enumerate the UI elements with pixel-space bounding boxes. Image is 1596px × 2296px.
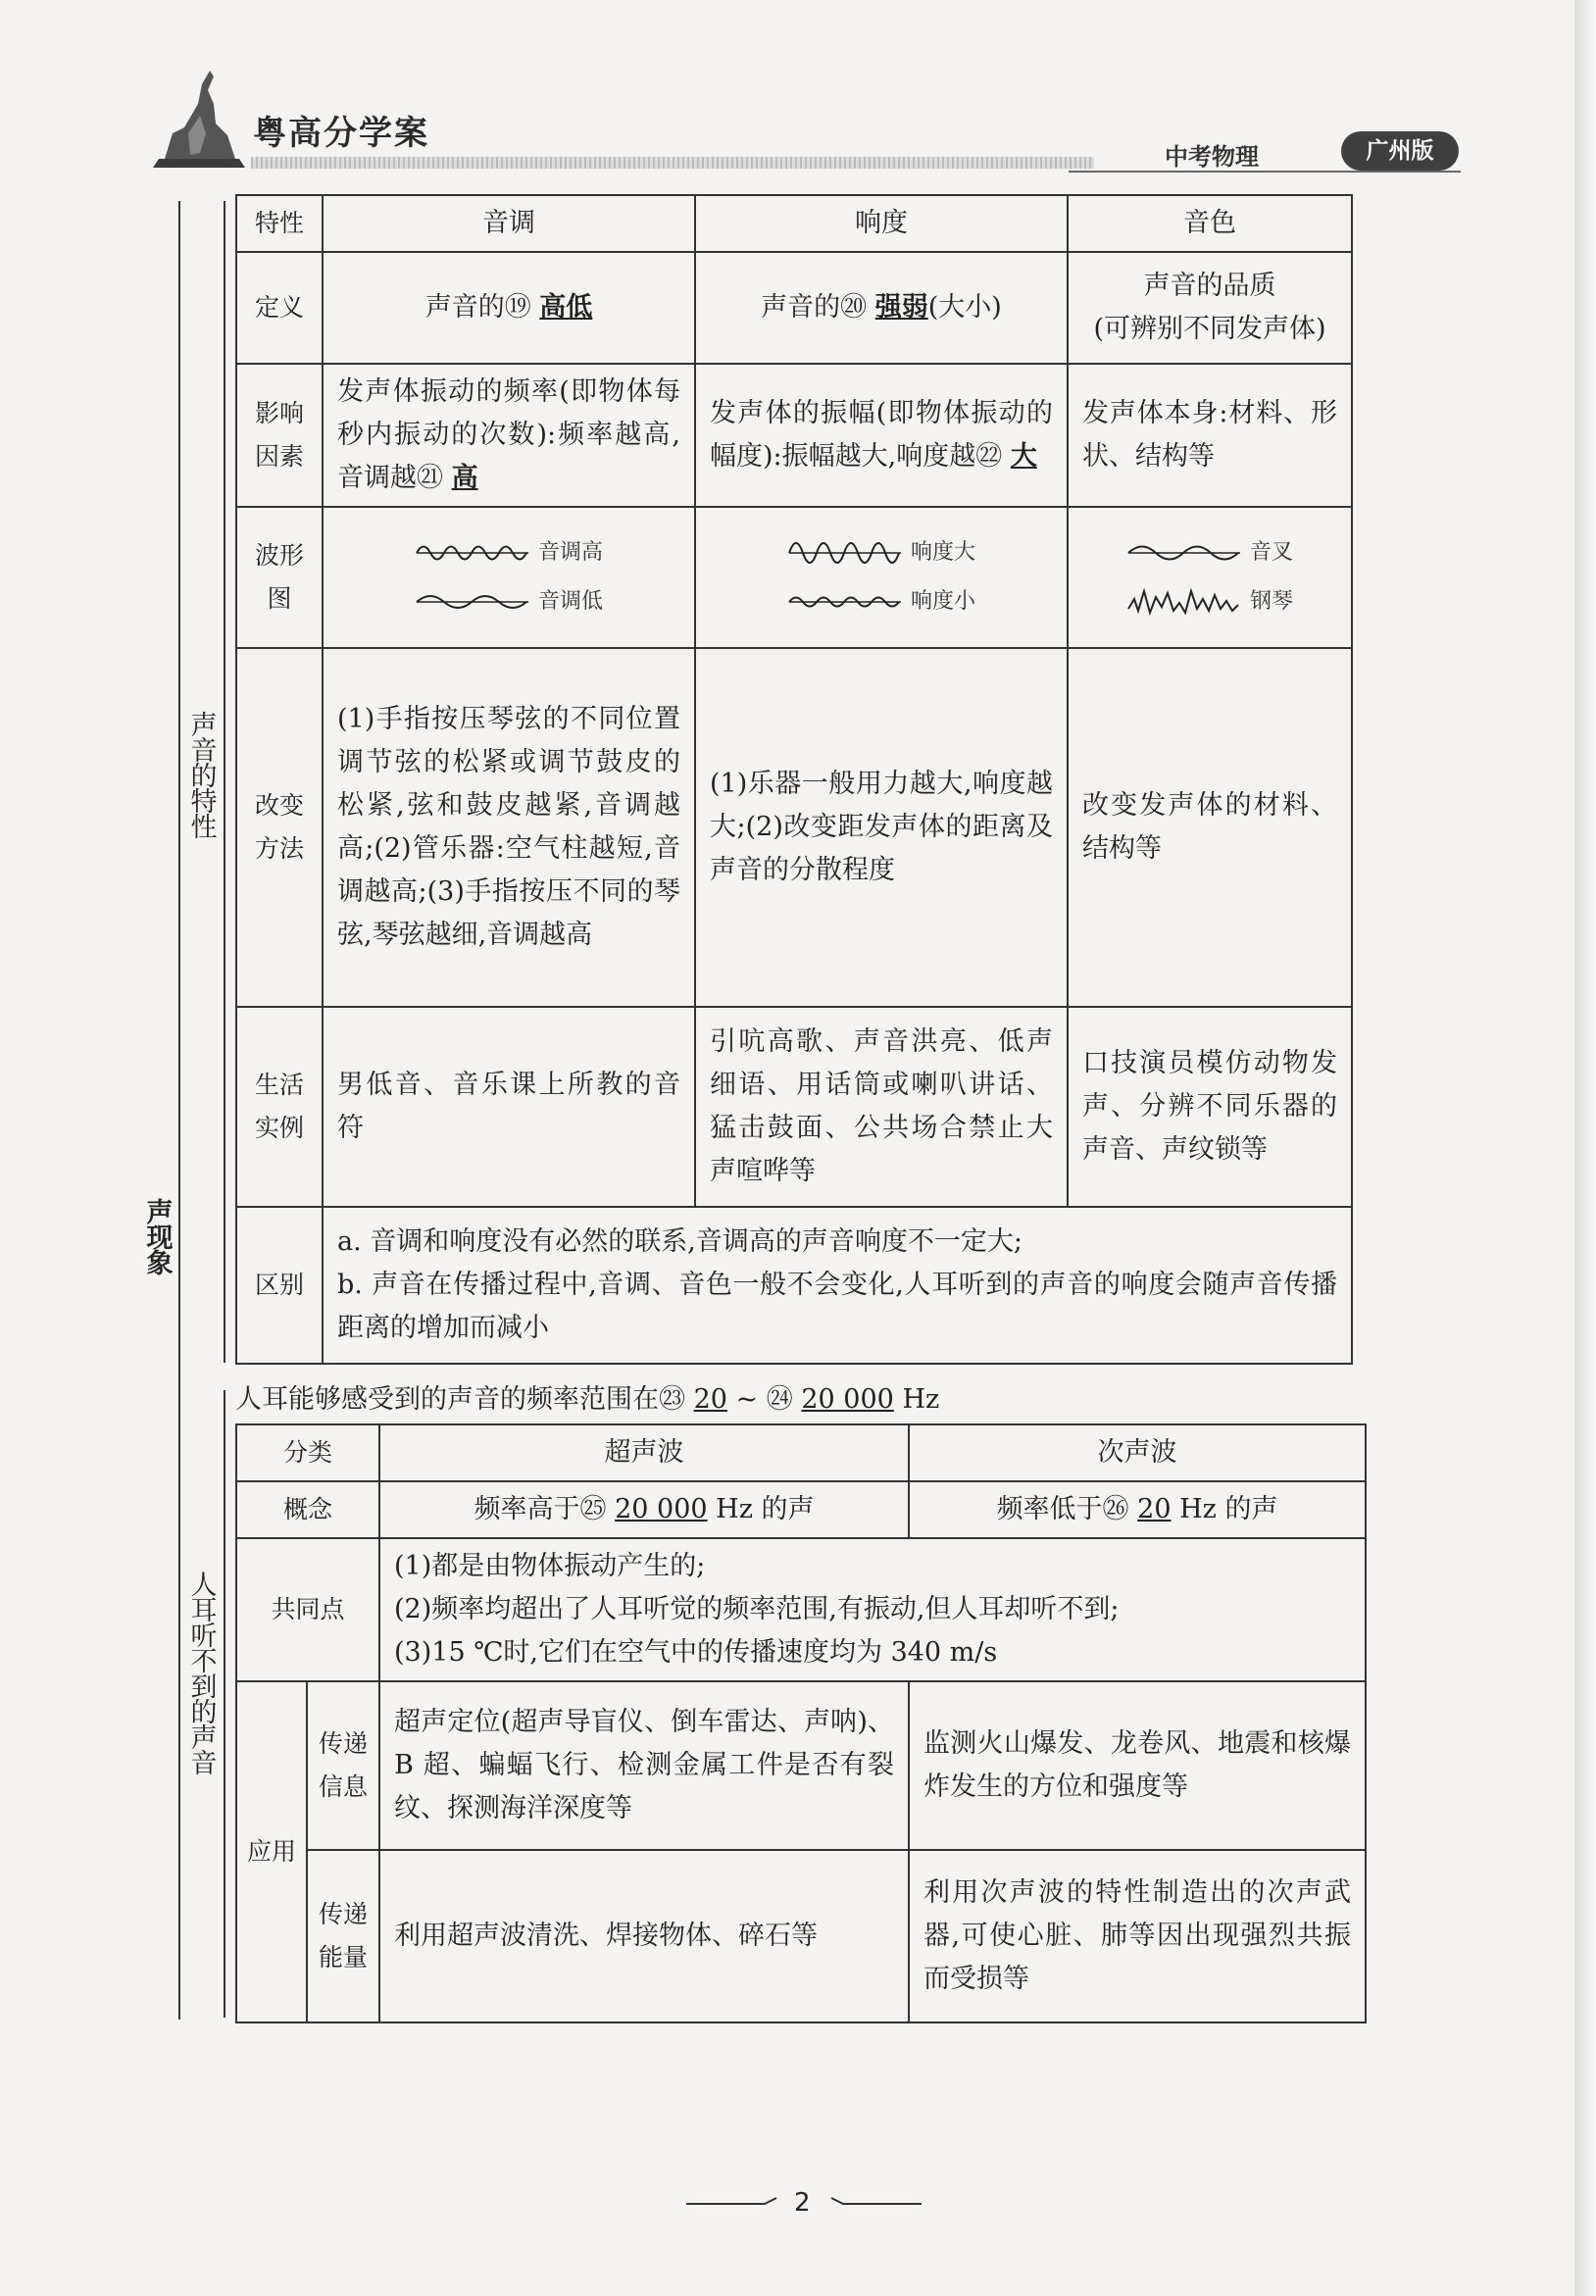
piano-row <box>1082 580 1337 624</box>
answer-19: 高低 <box>539 292 593 323</box>
table-row <box>236 507 1352 648</box>
timbre-change: 改变发声体的材料、结构等 <box>1068 648 1352 1007</box>
loudness-definition <box>695 252 1068 364</box>
difference-content <box>323 1207 1352 1364</box>
edition-badge: 广州版 <box>1341 131 1459 171</box>
infrasound-info: 监测火山爆发、龙卷风、地震和核爆炸发生的方位和强度等 <box>909 1681 1366 1850</box>
header-ultrasound: 超声波 <box>379 1424 909 1481</box>
table-row <box>236 1538 1366 1681</box>
timbre-waveforms <box>1068 507 1352 648</box>
infrasound-energy: 利用次声波的特性制造出的次声武器,可使心脏、肺等因出现强烈共振而受损等 <box>909 1850 1366 2022</box>
loud-def-post: (大小) <box>927 292 1002 323</box>
header-pitch: 音调 <box>323 195 695 252</box>
goat-statue-logo <box>145 65 253 173</box>
ultrasound-infrasound-table <box>235 1423 1367 2023</box>
pitch-examples: 男低音、音乐课上所教的音符 <box>323 1007 695 1207</box>
wave-piano-icon <box>1126 585 1242 619</box>
table-row <box>236 1481 1366 1538</box>
timbre-definition <box>1068 252 1352 364</box>
ultra-concept-post: Hz 的声 <box>716 1494 815 1524</box>
loudness-examples: 引吭高歌、声音洪亮、低声细语、用话筒或喇叭讲话、猛击鼓面、公共场合禁止大声喧哗等 <box>695 1007 1068 1207</box>
row-label-waveform: 波形图 <box>236 507 323 648</box>
table-row <box>236 648 1352 1007</box>
row-label-concept: 概念 <box>236 1481 379 1538</box>
wave-quiet-icon <box>787 587 903 617</box>
characteristics-brace <box>224 201 225 1363</box>
fork-label: 音叉 <box>1249 540 1293 565</box>
label-transfer-energy: 传递能量 <box>307 1850 379 2022</box>
fork-row <box>1082 531 1337 574</box>
infrasound-concept <box>909 1481 1366 1538</box>
page-footer <box>686 2188 922 2218</box>
loudness-factors <box>695 364 1068 507</box>
pitch-definition <box>323 252 695 364</box>
label-transfer-info: 传递信息 <box>307 1681 379 1850</box>
row-label-factors <box>236 364 323 507</box>
table-row <box>236 1681 1366 1850</box>
pitch-factors <box>323 364 695 507</box>
loud-small-row <box>710 580 1053 624</box>
root-label: 声现象 <box>146 1198 174 1279</box>
answer-23: 20 <box>693 1384 727 1415</box>
factors-label: 影响因素 <box>254 399 304 471</box>
header-feature: 特性 <box>236 195 323 252</box>
loud-factor-text: 发声体的振幅(即物体振动的幅度):振幅越大,响度越㉒ <box>710 398 1053 472</box>
hearing-unit: Hz <box>902 1384 940 1415</box>
common-content <box>379 1538 1366 1681</box>
table-row <box>236 1424 1366 1481</box>
common-point-1: (1)都是由物体振动产生的; <box>394 1551 706 1581</box>
answer-24: 20 000 <box>801 1384 894 1415</box>
answer-22: 大 <box>1010 441 1037 472</box>
sound-characteristics-table <box>235 194 1353 1365</box>
row-label-difference: 区别 <box>236 1207 323 1364</box>
footer-right-ornament <box>828 2194 922 2214</box>
loud-big-row <box>710 531 1053 574</box>
brand-title: 粤高分学案 <box>253 114 429 153</box>
loud-small-label: 响度小 <box>910 589 975 614</box>
piano-label: 钢琴 <box>1249 589 1293 614</box>
inaudible-brace <box>224 1390 225 2018</box>
header-timbre: 音色 <box>1068 195 1352 252</box>
header-infrasound: 次声波 <box>909 1424 1366 1481</box>
answer-20: 强弱 <box>874 292 928 323</box>
timbre-factors: 发声体本身:材料、形状、结构等 <box>1068 364 1352 507</box>
difference-b: b. 声音在传播过程中,音调、音色一般不会变化,人耳听到的声音的响度会随声音传播距离的增加而减小 <box>337 1270 1337 1343</box>
loudness-change: (1)乐器一般用力越大,响度越大;(2)改变距发声体的距离及声音的分散程度 <box>695 648 1068 1007</box>
timbre-def-line1: 声音的品质 <box>1143 271 1276 301</box>
row-label-examples: 生活实例 <box>236 1007 323 1207</box>
infra-concept-post: Hz 的声 <box>1179 1494 1278 1524</box>
header-loudness: 响度 <box>695 195 1068 252</box>
inaudible-label: 人耳听不到的声音 <box>190 1571 218 1779</box>
ultrasound-concept <box>379 1481 909 1538</box>
pitch-waveforms <box>323 507 695 648</box>
answer-26: 20 <box>1137 1494 1172 1524</box>
hearing-range <box>235 1377 939 1416</box>
loudness-waveforms <box>695 507 1068 648</box>
ultrasound-energy: 利用超声波清洗、焊接物体、碎石等 <box>379 1850 909 2022</box>
row-label-common: 共同点 <box>236 1538 379 1681</box>
row-label-change: 改变方法 <box>236 648 323 1007</box>
header-line <box>1069 171 1461 173</box>
table-row <box>236 364 1352 507</box>
pitch-low-label: 音调低 <box>537 589 603 614</box>
page-edge-shadow <box>1574 0 1596 2296</box>
wave-loud-icon <box>787 533 903 573</box>
wave-low-pitch-icon <box>415 587 530 617</box>
pitch-low-row <box>337 580 680 624</box>
hearing-pre: 人耳能够感受到的声音的频率范围在㉓ <box>235 1384 685 1415</box>
row-label-application: 应用 <box>236 1681 307 2022</box>
row-label-definition: 定义 <box>236 252 323 364</box>
ultra-concept-pre: 频率高于㉕ <box>474 1494 607 1524</box>
loud-def-text: 声音的⑳ <box>761 292 868 323</box>
pitch-change: (1)手指按压琴弦的不同位置调节弦的松紧或调节鼓皮的松紧,弦和鼓皮越紧,音调越高;(2)管乐器:空气柱越短,音调越高;(3)手指按压不同的琴弦,琴弦越细,音调越高 <box>323 648 695 1007</box>
pitch-def-text: 声音的⑲ <box>424 292 531 323</box>
footer-left-ornament <box>686 2194 779 2214</box>
table-row <box>236 195 1352 252</box>
pitch-high-label: 音调高 <box>537 540 603 565</box>
ultrasound-info: 超声定位(超声导盲仪、倒车雷达、声呐)、B 超、蝙蝠飞行、检测金属工件是否有裂纹、探测海洋深度等 <box>379 1681 909 1850</box>
subject-label: 中考物理 <box>1165 143 1259 171</box>
wave-high-pitch-icon <box>415 538 530 568</box>
answer-21: 高 <box>451 463 478 493</box>
pitch-high-row <box>337 531 680 574</box>
timbre-def-line2: (可辨别不同发声体) <box>1093 314 1326 344</box>
characteristics-label: 声音的特性 <box>190 711 218 843</box>
table-row <box>236 1850 1366 2022</box>
difference-a: a. 音调和响度没有必然的联系,音调高的声音响度不一定大; <box>337 1226 1022 1257</box>
hearing-mid: ~ ㉔ <box>735 1384 793 1415</box>
root-brace <box>178 201 180 2020</box>
loud-big-label: 响度大 <box>910 540 975 565</box>
infra-concept-pre: 频率低于㉖ <box>996 1494 1129 1524</box>
table-row <box>236 1007 1352 1207</box>
header-rule <box>251 157 1094 169</box>
wave-tuning-fork-icon <box>1126 538 1242 568</box>
common-point-2: (2)频率均超出了人耳听觉的频率范围,有振动,但人耳却听不到; <box>394 1594 1120 1624</box>
page-number: 2 <box>794 2188 811 2218</box>
table-row <box>236 252 1352 364</box>
header-category: 分类 <box>236 1424 379 1481</box>
table-row <box>236 1207 1352 1364</box>
answer-25: 20 000 <box>615 1494 708 1524</box>
common-point-3: (3)15 ℃时,它们在空气中的传播速度均为 340 m/s <box>394 1637 998 1668</box>
page-header <box>0 0 1596 176</box>
timbre-examples: 口技演员模仿动物发声、分辨不同乐器的声音、声纹锁等 <box>1068 1007 1352 1207</box>
pitch-factor-text: 发声体振动的频率(即物体每秒内振动的次数):频率越高,音调越㉑ <box>337 376 680 493</box>
